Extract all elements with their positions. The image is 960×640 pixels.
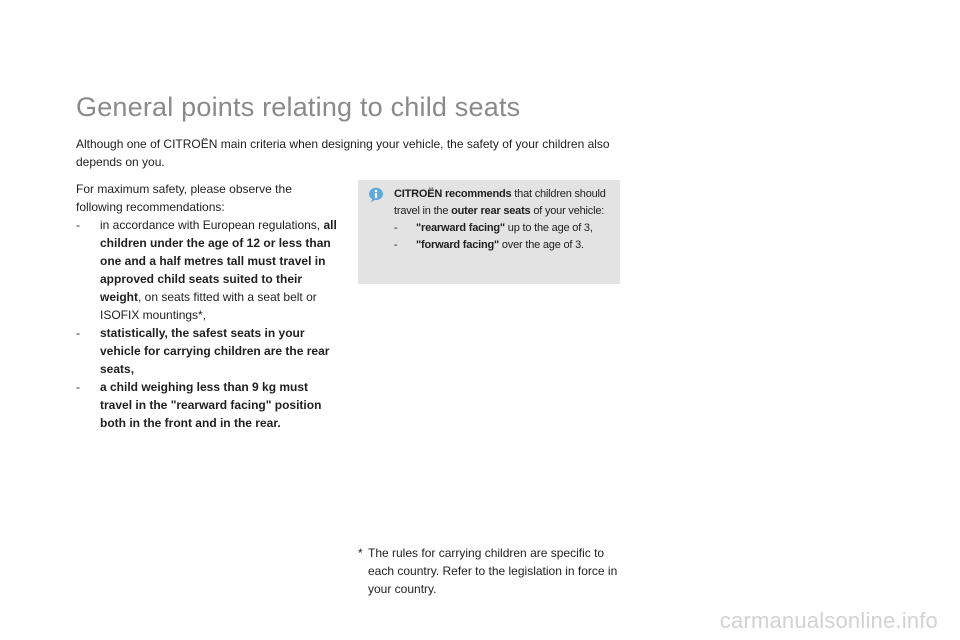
info-bold-text: outer rear seats bbox=[451, 205, 531, 217]
info-list bbox=[394, 220, 612, 254]
info-plain-text: of your vehicle: bbox=[530, 205, 605, 217]
list-item bbox=[76, 378, 338, 432]
info-plain-text: over the age of 3. bbox=[499, 239, 584, 251]
info-plain-text: that children should travel in the bbox=[394, 188, 606, 217]
recommendations-lead: For maximum safety, please observe the following recommendations: bbox=[76, 182, 292, 214]
item-bold-text: statistically, the safest seats in your vehicle for carrying children are the rear seats, bbox=[100, 326, 330, 376]
item-bold-text: a child weighing less than 9 kg must travel in the "rearward facing" position both in the front and in the rear. bbox=[100, 380, 322, 430]
list-dash: - bbox=[394, 222, 398, 234]
list-dash: - bbox=[76, 380, 80, 394]
info-bold-text: CITROËN recommends bbox=[394, 188, 512, 200]
list-item bbox=[76, 216, 338, 324]
info-plain-text: up to the age of 3, bbox=[504, 222, 593, 234]
item-text: , on seats fitted with a seat belt or ISOFIX mountings*, bbox=[100, 290, 317, 322]
info-text bbox=[394, 186, 612, 220]
list-dash: - bbox=[394, 239, 398, 251]
item-text: in accordance with European regulations, bbox=[100, 218, 324, 232]
footnote bbox=[358, 544, 620, 598]
info-icon bbox=[368, 187, 384, 203]
watermark: carmanualsonline.info bbox=[719, 608, 938, 633]
page-title: General points relating to child seats bbox=[76, 92, 521, 122]
info-bold-text: "rearward facing" bbox=[416, 222, 505, 234]
list-dash: - bbox=[76, 218, 80, 232]
recommendations-section bbox=[76, 180, 338, 432]
list-item bbox=[394, 237, 612, 254]
list-item bbox=[76, 324, 338, 378]
item-bold-text: all children under the age of 12 or less than one and a half metres tall must travel in approved child seats suited to their weight bbox=[100, 218, 337, 304]
info-bold-text: "forward facing" bbox=[416, 239, 500, 251]
footnote-star: * bbox=[358, 546, 363, 560]
recommendations-list bbox=[76, 216, 338, 432]
intro-paragraph: Although one of CITROËN main criteria when designing your vehicle, the safety of your children also depends on you. bbox=[76, 137, 610, 169]
footnote-text: The rules for carrying children are specific to each country. Refer to the legislation in force in your country. bbox=[368, 546, 618, 596]
list-item bbox=[394, 220, 612, 237]
info-box bbox=[358, 180, 620, 284]
list-dash: - bbox=[76, 326, 80, 340]
